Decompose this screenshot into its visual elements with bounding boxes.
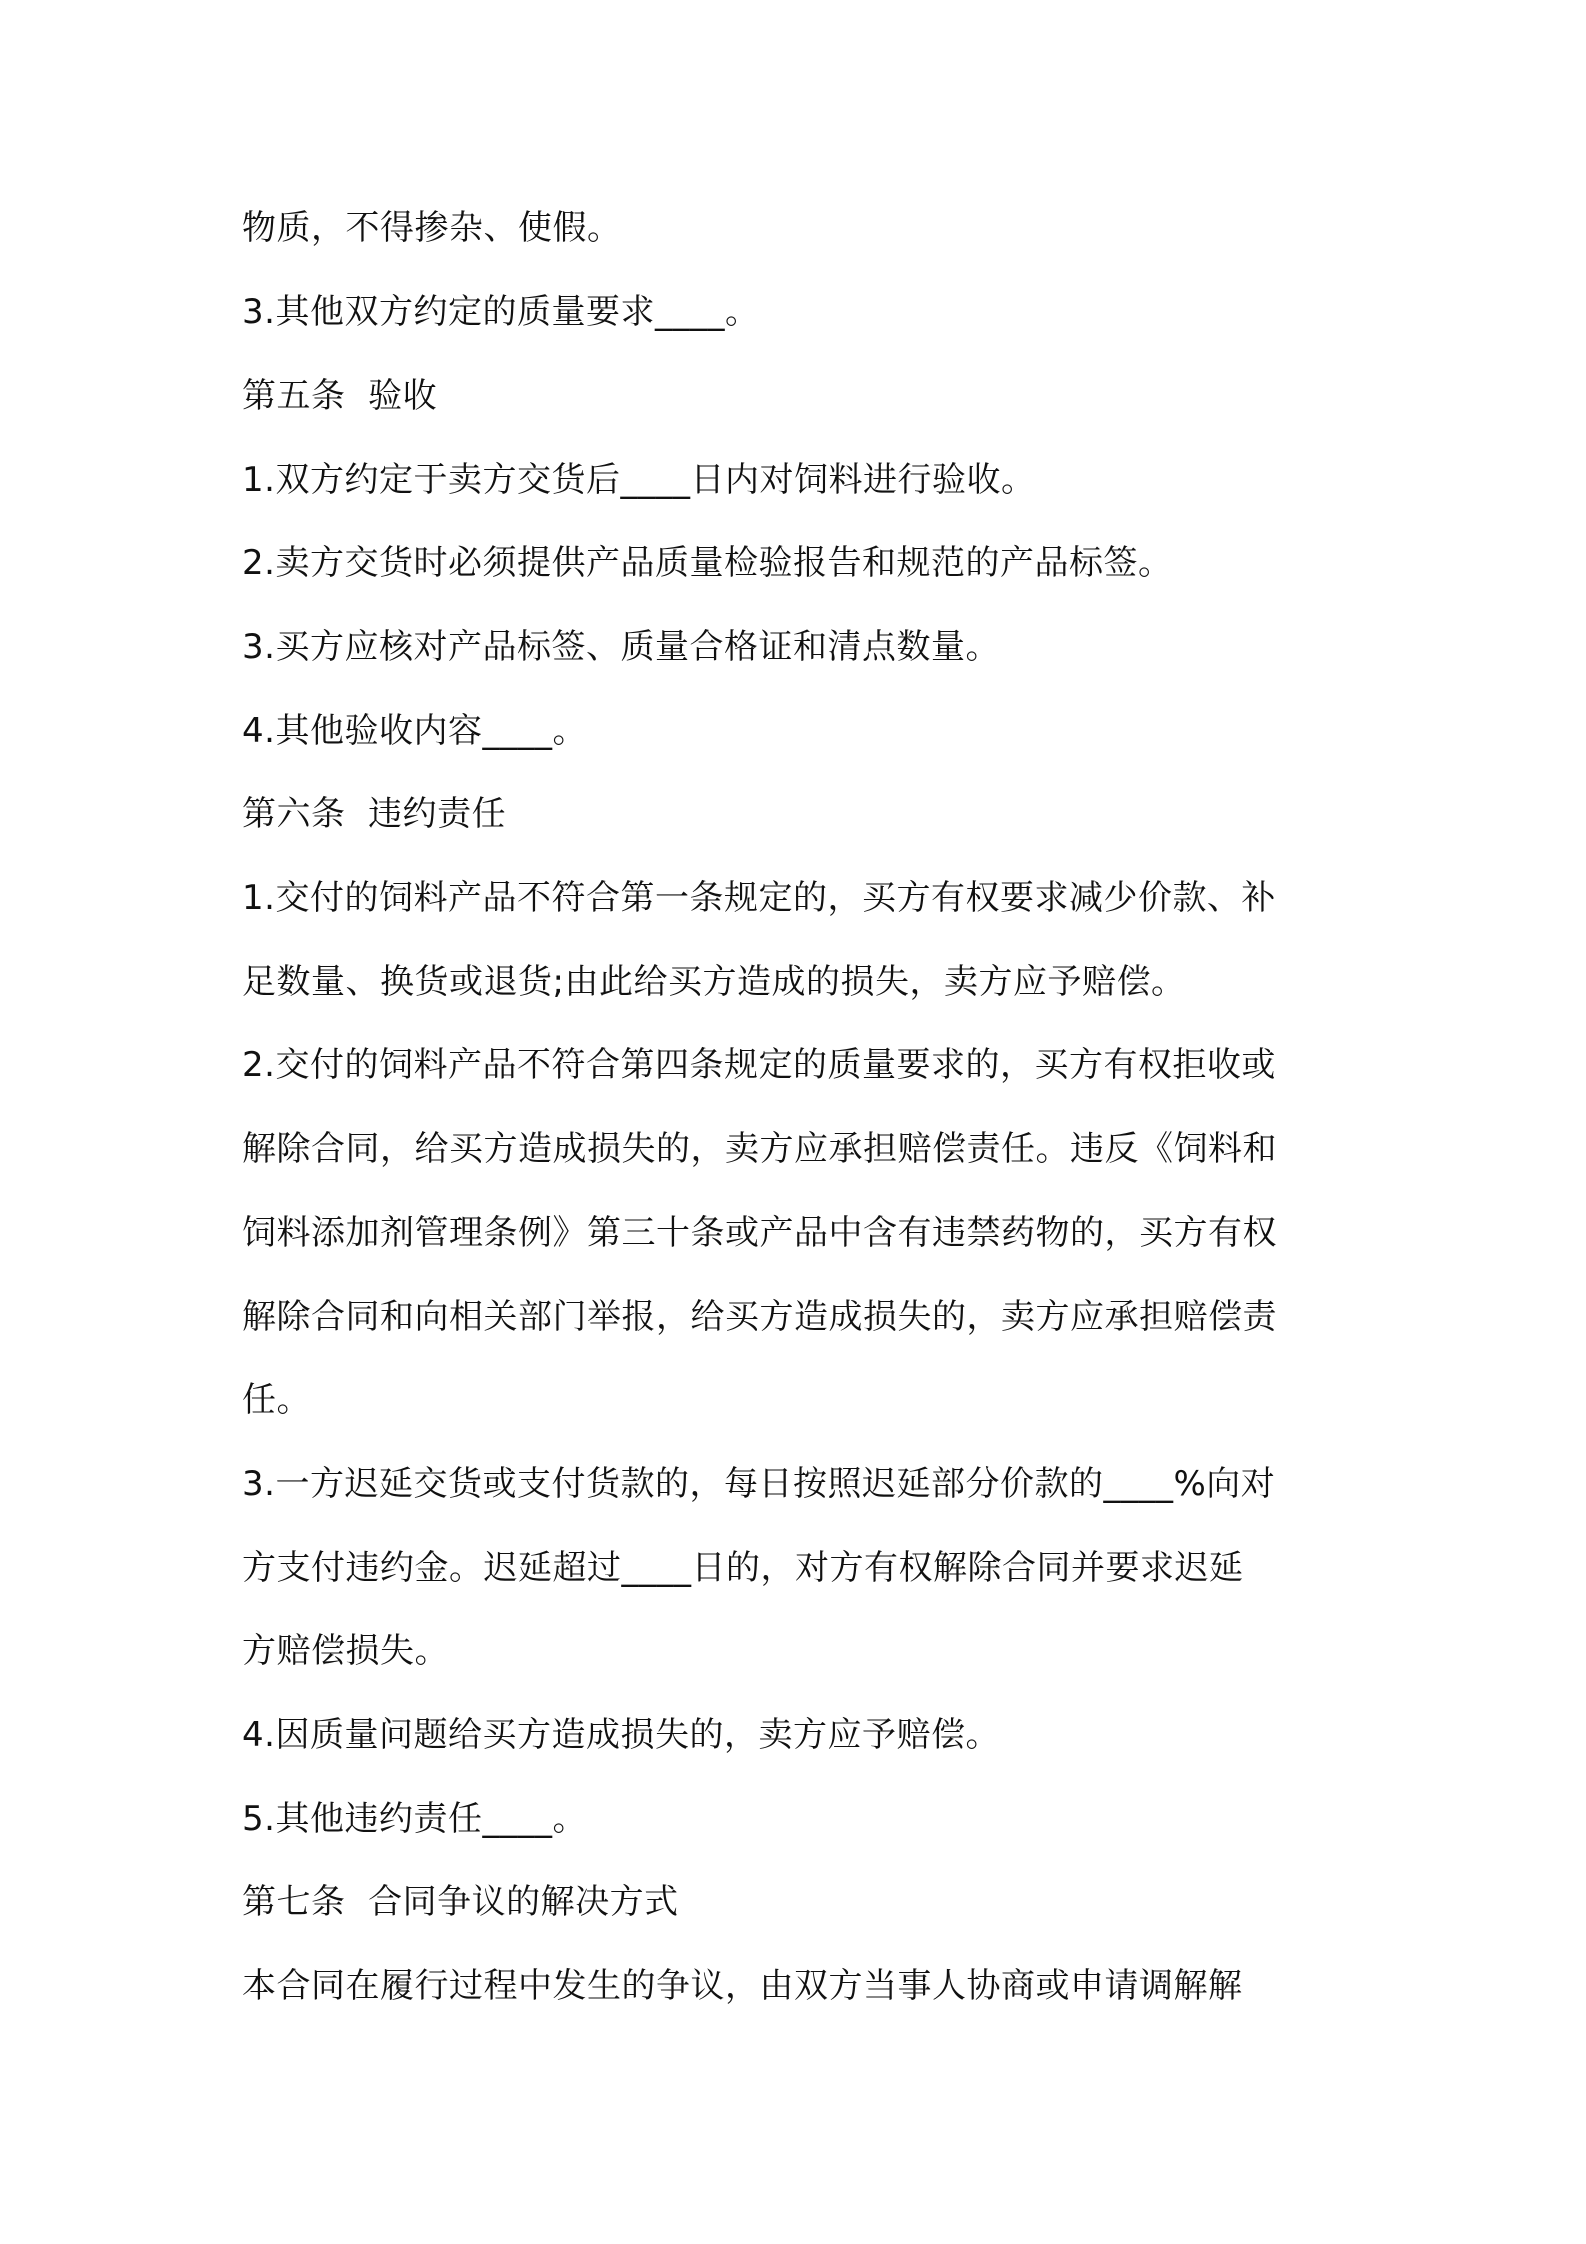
text-line: 方赔偿损失。 xyxy=(242,1631,449,1671)
text-line: 方支付违约金。迟延超过____日的，对方有权解除合同并要求迟延 xyxy=(242,1548,1244,1588)
section-heading: 第五条 验收 xyxy=(242,376,438,416)
text-line: 2.交付的饲料产品不符合第四条规定的质量要求的，买方有权拒收或 xyxy=(242,1045,1276,1085)
section-heading: 第六条 违约责任 xyxy=(242,794,507,834)
text-line: 1.交付的饲料产品不符合第一条规定的，买方有权要求减少价款、补 xyxy=(242,878,1276,918)
text-line: 3.其他双方约定的质量要求____。 xyxy=(242,292,760,332)
text-line: 解除合同，给买方造成损失的，卖方应承担赔偿责任。违反《饲料和 xyxy=(242,1129,1277,1169)
text-line: 足数量、换货或退货;由此给买方造成的损失，卖方应予赔偿。 xyxy=(242,962,1186,1002)
text-line: 4.因质量问题给买方造成损失的，卖方应予赔偿。 xyxy=(242,1715,1000,1755)
text-line: 本合同在履行过程中发生的争议，由双方当事人协商或申请调解解 xyxy=(242,1966,1243,2006)
text-line: 5.其他违约责任____。 xyxy=(242,1799,587,1839)
text-line: 物质，不得掺杂、使假。 xyxy=(242,208,622,248)
text-line: 3.买方应核对产品标签、质量合格证和清点数量。 xyxy=(242,627,1000,667)
text-line: 饲料添加剂管理条例》第三十条或产品中含有违禁药物的，买方有权 xyxy=(242,1213,1277,1253)
text-line: 1.双方约定于卖方交货后____日内对饲料进行验收。 xyxy=(242,460,1036,500)
text-line: 解除合同和向相关部门举报，给买方造成损失的，卖方应承担赔偿责 xyxy=(242,1297,1277,1337)
section-heading: 第七条 合同争议的解决方式 xyxy=(242,1882,679,1922)
text-line: 4.其他验收内容____。 xyxy=(242,711,587,751)
text-line: 任。 xyxy=(242,1380,311,1420)
text-line: 2.卖方交货时必须提供产品质量检验报告和规范的产品标签。 xyxy=(242,543,1173,583)
text-line: 3.一方迟延交货或支付货款的，每日按照迟延部分价款的____%向对 xyxy=(242,1464,1276,1504)
